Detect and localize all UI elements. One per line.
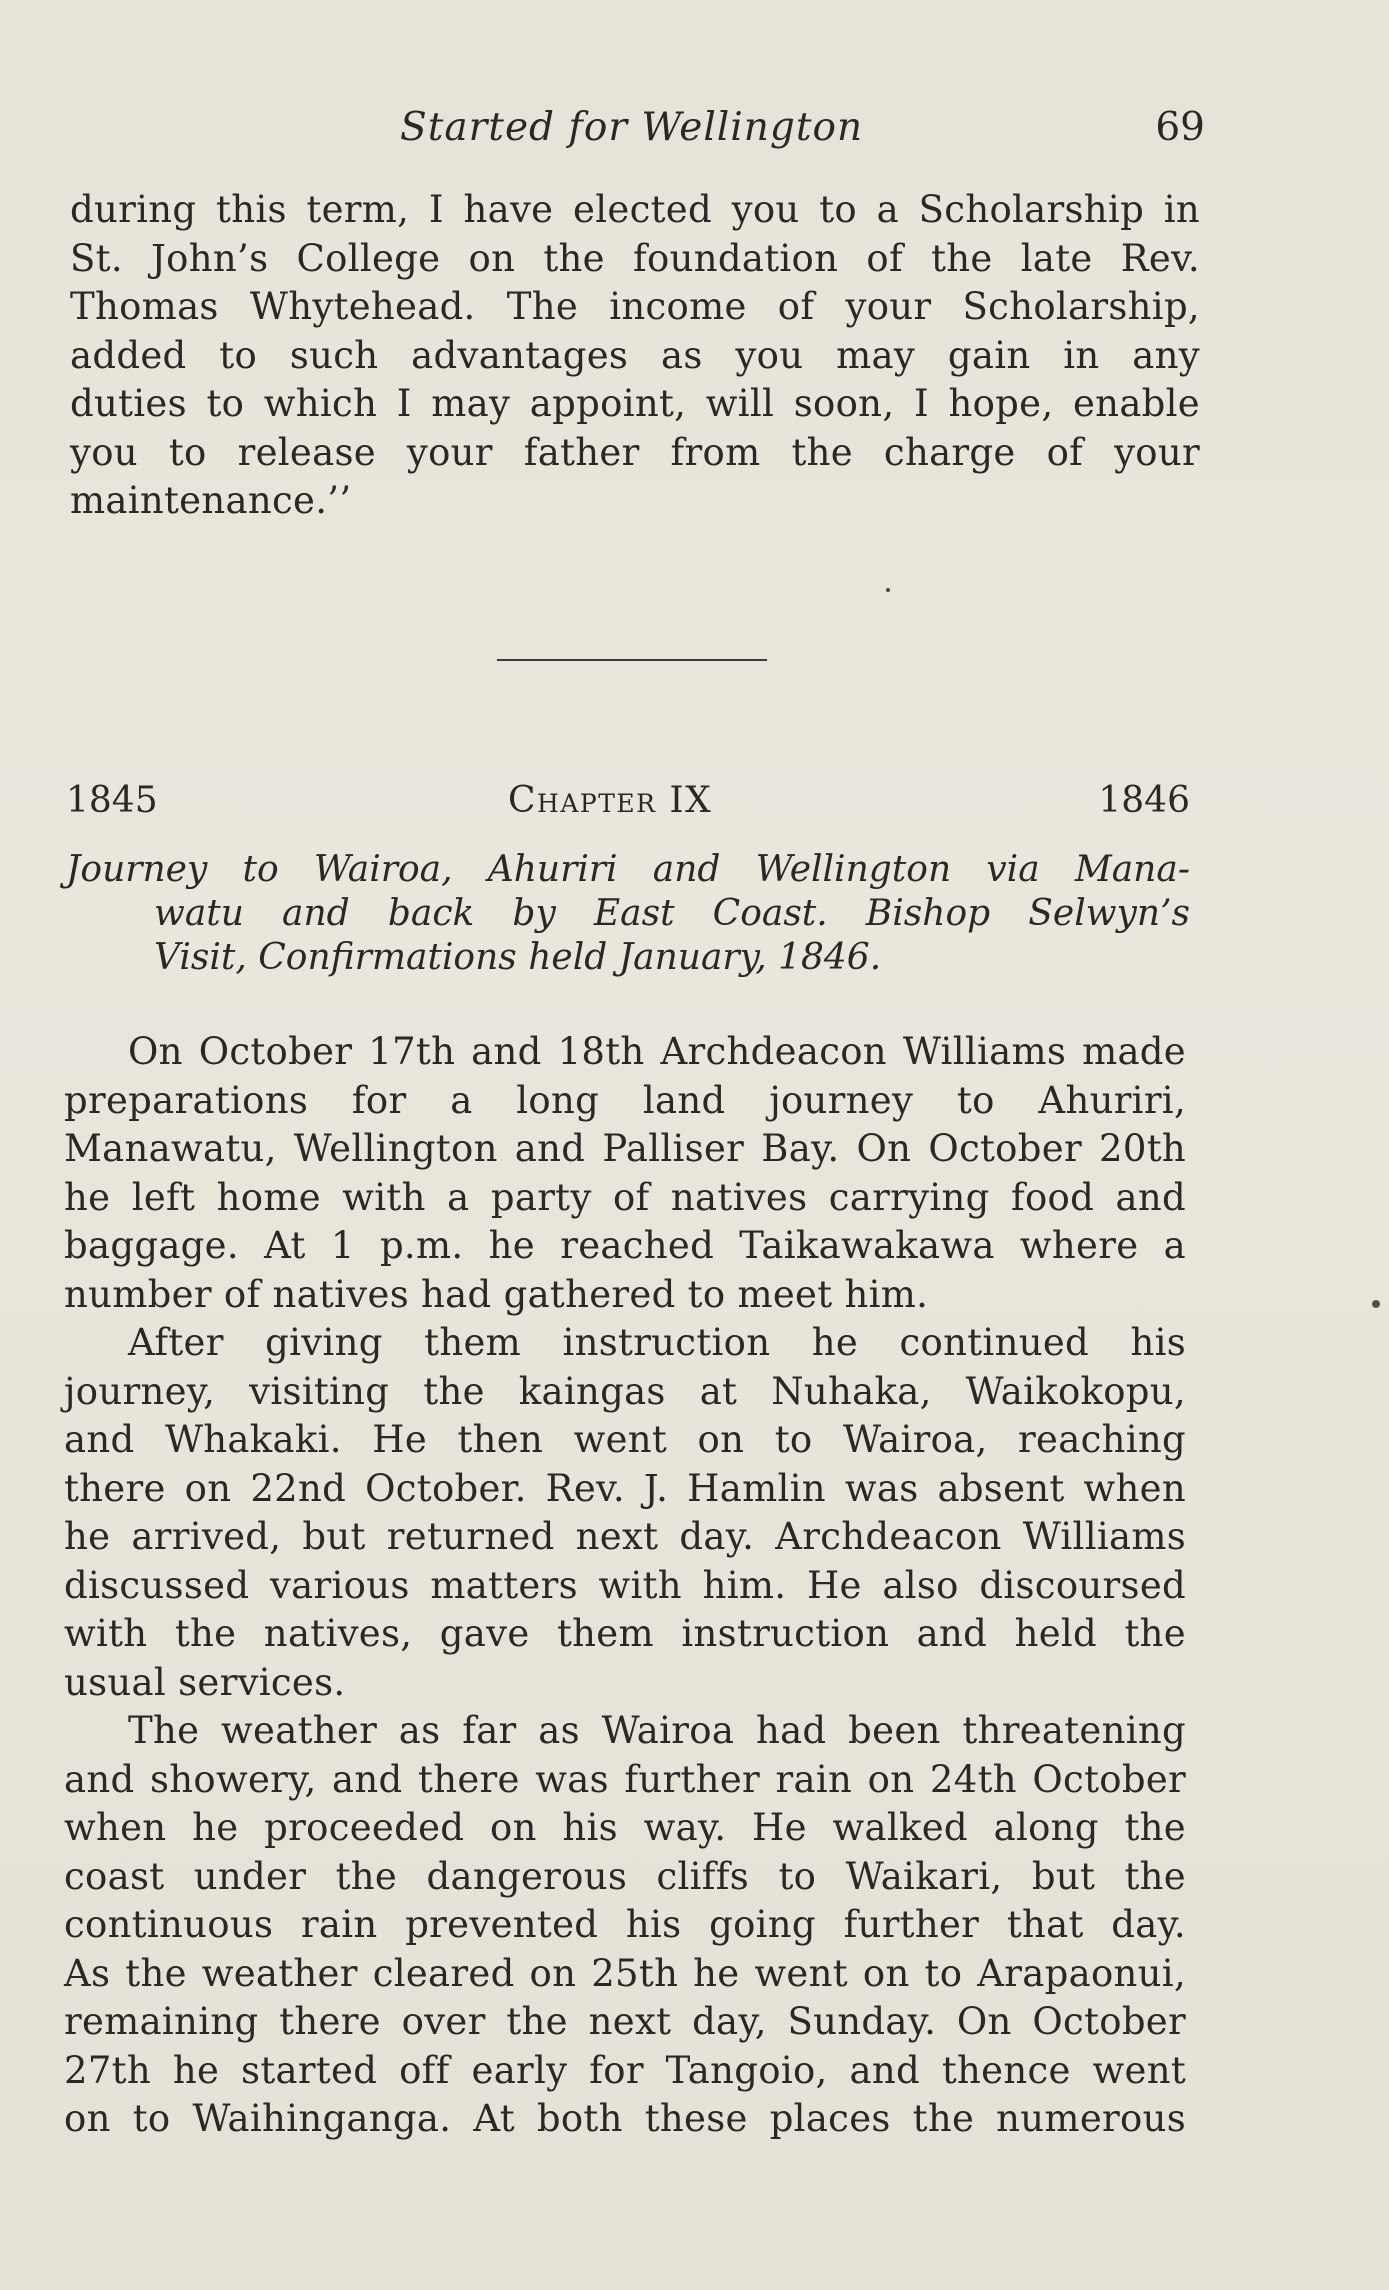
page-edge-mark [1372,1300,1380,1308]
text-line: duties to which I may appoint, will soon, I hope, enable [70,382,1200,425]
text-line: baggage. At 1 p.m. he reached Taikawakawa where a [64,1224,1186,1267]
text-line: Thomas Whytehead. The income of your Scholarship, [70,285,1200,328]
text-line: Manawatu, Wellington and Palliser Bay. On October 20th [64,1127,1186,1170]
chapter-year-end: 1846 [1098,780,1190,821]
text-line: he left home with a party of natives carrying food and [64,1175,1186,1219]
synopsis-line: watu and back by East Coast. Bishop Selwyn’s [154,893,1190,934]
continuation-paragraph [70,186,1200,526]
text-line: on to Waihinganga. At both these places the numerous [64,2097,1186,2140]
chapter-title: Chapter IX [508,780,713,821]
chapter-synopsis [66,848,1190,980]
text-line: with the natives, gave them instruction and held the [64,1612,1186,1655]
text-line: After giving them instruction he continued his [128,1321,1186,1364]
text-line: discussed various matters with him. He also discoursed [64,1563,1186,1607]
text-line: coast under the dangerous cliffs to Waikari, but the [64,1854,1186,1898]
page-number: 69 [1155,105,1205,150]
synopsis-line: Visit, Confirmations held January, 1846. [154,937,882,978]
running-head [70,105,1205,165]
text-line: preparations for a long land journey to Ahuriri, [64,1078,1186,1122]
text-line: As the weather cleared on 25th he went on to Arapaonui, [64,1951,1186,1995]
text-line: he arrived, but returned next day. Archdeacon Williams [64,1515,1186,1558]
chapter-year-start: 1845 [66,780,158,821]
text-line: remaining there over the next day, Sunday. On October [64,2000,1186,2043]
text-line: when he proceeded on his way. He walked along the [64,1806,1186,1849]
text-line: number of natives had gathered to meet him. [64,1272,929,1316]
text-line: there on 22nd October. Rev. J. Hamlin was absent when [64,1466,1186,1510]
synopsis-line: Journey to Wairoa, Ahuriri and Wellington via Mana- [66,849,1190,890]
chapter-body [64,1028,1186,2144]
text-line: and showery, and there was further rain on 24th October [64,1757,1186,1801]
text-line: maintenance.’’ [70,479,352,522]
text-line: journey, visiting the kaingas at Nuhaka, Waikokopu, [64,1369,1186,1413]
stray-dot [886,588,890,592]
text-line: and Whakaki. He then went on to Wairoa, reaching [64,1418,1186,1461]
text-line: continuous rain prevented his going further that day. [64,1903,1186,1946]
text-line: during this term, I have elected you to a Scholarship in [70,188,1200,231]
text-line: The weather as far as Wairoa had been threatening [128,1709,1186,1752]
chapter-heading [66,780,1190,832]
text-line: 27th he started off early for Tangoio, and thence went [64,2048,1186,2092]
text-line: On October 17th and 18th Archdeacon Williams made [128,1030,1186,1073]
section-divider [497,659,767,661]
text-line: added to such advantages as you may gain in any [70,333,1200,377]
text-line: St. John’s College on the foundation of the late Rev. [70,236,1200,280]
text-line: you to release your father from the charge of your [70,430,1200,474]
text-line: usual services. [64,1660,346,1704]
running-title: Started for Wellington [400,105,864,150]
